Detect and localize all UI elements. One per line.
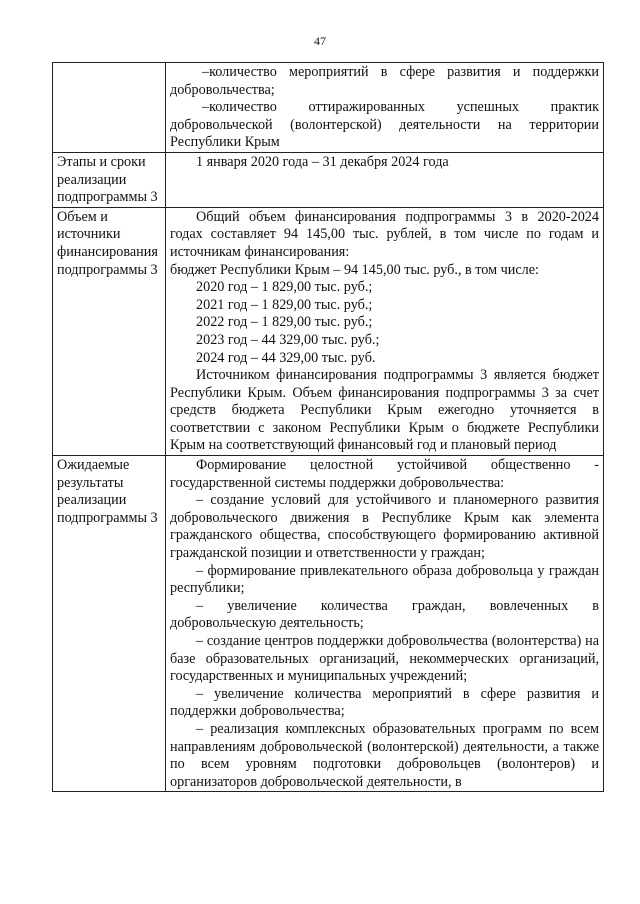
bullet-item: – реализация комплексных образовательных программ по всем направлениям добровольческой (волонтерской) деятельности, а также по всем уровням подготовки добровольцев (волонтеров) и организаторов добровольческой деятельности, в [170, 720, 599, 790]
paragraph: 1 января 2020 года – 31 декабря 2024 года [196, 153, 449, 170]
row-content [166, 456, 604, 792]
paragraph: Общий объем финансирования подпрограммы 3 в 2020-2024 годах составляет 94 145,00 тыс. рублей, в том числе по годам и источникам финансирования: [170, 208, 599, 260]
passport-table [52, 62, 604, 792]
table-row [53, 207, 604, 455]
row-label: Ожидаемые результаты реализации подпрограммы 3 [53, 456, 166, 792]
row-content [166, 63, 604, 153]
table-row [53, 456, 604, 792]
row-content [166, 207, 604, 455]
paragraph: –количество оттиражированных успешных практик добровольческой (волонтерской) деятельности на территории Республики Крым [170, 99, 599, 151]
paragraph: Формирование целостной устойчивой общественно - государственной системы поддержки добровольчества: [170, 457, 599, 491]
table-row [53, 63, 604, 153]
year-line: 2024 год – 44 329,00 тыс. руб. [196, 349, 376, 366]
bullet-item: – создание центров поддержки добровольчества (волонтерства) на базе образовательных организаций, некоммерческих организаций, государственных и муниципальных учреждений; [170, 633, 599, 685]
row-label: Объем и источники финансирования подпрограммы 3 [53, 207, 166, 455]
row-label: Этапы и сроки реализации подпрограммы 3 [53, 152, 166, 207]
table-row [53, 152, 604, 207]
paragraph: бюджет Республики Крым – 94 145,00 тыс. руб., в том числе: [170, 261, 539, 278]
row-label [53, 63, 166, 153]
paragraph: –количество мероприятий в сфере развития и поддержки добровольчества; [170, 64, 599, 98]
year-line: 2023 год – 44 329,00 тыс. руб.; [196, 331, 380, 348]
year-line: 2021 год – 1 829,00 тыс. руб.; [196, 296, 373, 313]
bullet-item: – увеличение количества граждан, вовлеченных в добровольческую деятельность; [170, 597, 599, 632]
bullet-item: – увеличение количества мероприятий в сфере развития и поддержки добровольчества; [170, 685, 599, 720]
year-line: 2022 год – 1 829,00 тыс. руб.; [196, 314, 373, 331]
page-number: 47 [314, 34, 326, 48]
year-line: 2020 год – 1 829,00 тыс. руб.; [196, 279, 373, 296]
paragraph: Источником финансирования подпрограммы 3 является бюджет Республики Крым. Объем финансирования подпрограммы 3 за счет средств бюджета Республики Крым ежегодно уточняется в соответствии с законом Республики Крым о бюджете Республики Крым на соответствующий финансовый год и плановый период [170, 367, 599, 454]
bullet-item: – формирование привлекательного образа добровольца у граждан республики; [170, 562, 599, 597]
row-content [166, 152, 604, 207]
bullet-item: – создание условий для устойчивого и планомерного развития добровольческого движения в Республике Крым как элемента гражданского общества, способствующего формированию активной гражданской позиции и ответственности у граждан; [170, 492, 599, 562]
